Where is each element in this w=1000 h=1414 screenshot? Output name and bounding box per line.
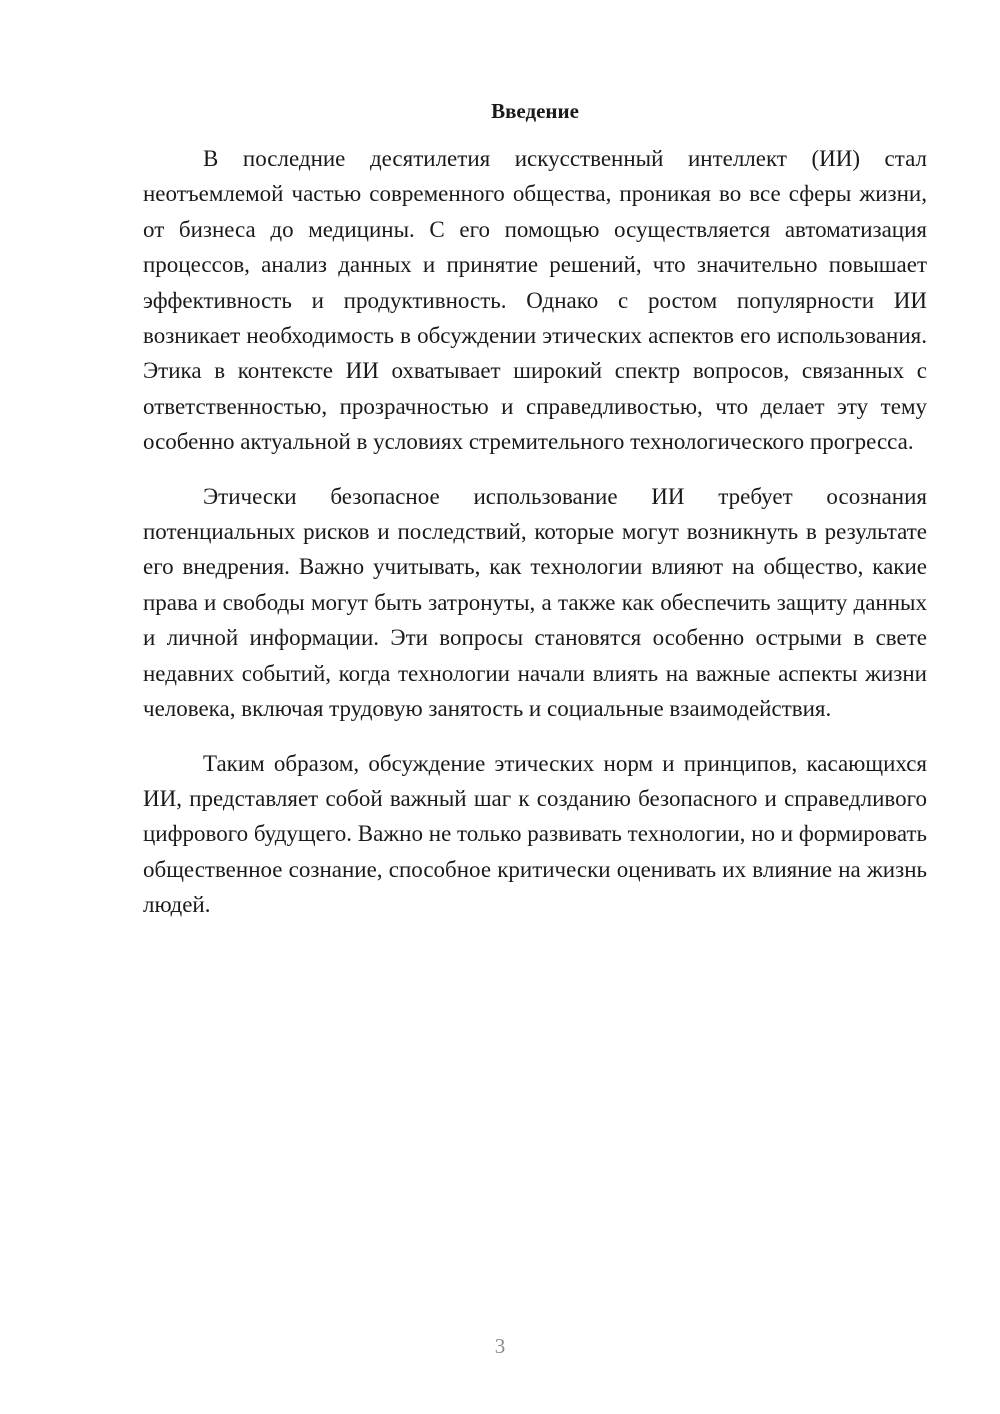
body-text [143, 141, 927, 942]
paragraph-2: Этически безопасное использование ИИ требует осознания потенциальных рисков и последствий, которые могут возникнуть в результате его внедрения. Важно учитывать, как технологии влияют на общество, какие права и свободы могут быть затронуты, а также как обеспечить защиту данных и личной информации. Эти вопросы становятся особенно острыми в свете недавних событий, когда технологии начали влиять на важные аспекты жизни человека, включая трудовую занятость и социальные взаимодействия. [143, 483, 927, 722]
paragraph-3: Таким образом, обсуждение этических норм и принципов, касающихся ИИ, представляет собой важный шаг к созданию безопасного и справедливого цифрового будущего. Важно не только развивать технологии, но и формировать общественное сознание, способное критически оценивать их влияние на жизнь людей. [143, 750, 927, 918]
paragraph-1: В последние десятилетия искусственный интеллект (ИИ) стал неотъемлемой частью современного общества, проникая во все сферы жизни, от бизнеса до медицины. С его помощью осуществляется автоматизация процессов, анализ данных и принятие решений, что значительно повышает эффективность и продуктивность. Однако с ростом популярности ИИ возникает необходимость в обсуждении этических аспектов его использования. Этика в контексте ИИ охватывает широкий спектр вопросов, связанных с ответственностью, прозрачностью и справедливостью, что делает эту тему особенно актуальной в условиях стремительного технологического прогресса. [143, 146, 927, 455]
page-number: 3 [494, 1334, 506, 1358]
section-heading: Введение [491, 99, 579, 123]
